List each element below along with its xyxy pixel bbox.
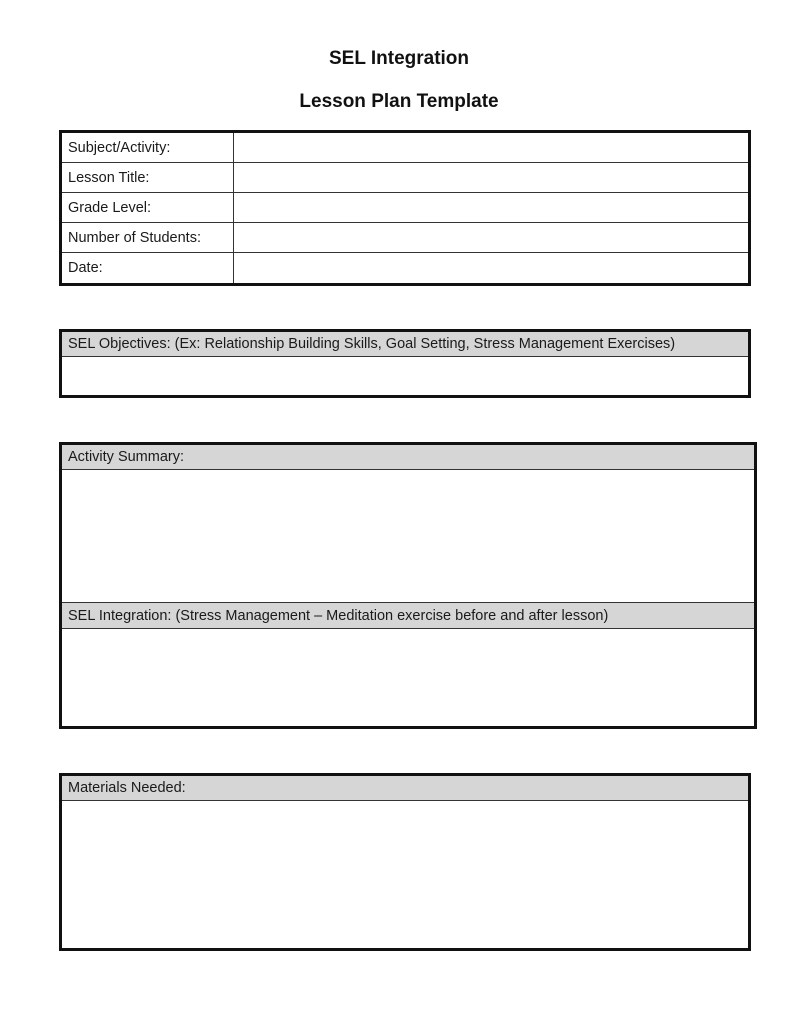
row-grade-level [62,193,748,223]
row-number-of-students [62,223,748,253]
row-date [62,253,748,283]
label-lesson-title: Lesson Title: [62,163,234,192]
sel-integration-header: SEL Integration: (Stress Management – Meditation exercise before and after lesson) [62,602,754,629]
materials-header: Materials Needed: [62,776,748,801]
activity-section [59,442,757,729]
label-date: Date: [62,253,234,283]
sel-objectives-field[interactable] [62,357,748,395]
document-title: SEL Integration [328,48,470,69]
field-number-of-students[interactable] [234,223,748,252]
row-subject-activity [62,133,748,163]
field-subject-activity[interactable] [234,133,748,162]
materials-field[interactable] [62,801,748,948]
field-lesson-title[interactable] [234,163,748,192]
label-subject-activity: Subject/Activity: [62,133,234,162]
activity-summary-header: Activity Summary: [62,445,754,470]
sel-integration-field[interactable] [62,629,754,726]
materials-section [59,773,751,951]
sel-objectives-section [59,329,751,398]
field-date[interactable] [234,253,748,283]
label-grade-level: Grade Level: [62,193,234,222]
label-number-of-students: Number of Students: [62,223,234,252]
row-lesson-title [62,163,748,193]
lesson-info-table [59,130,751,286]
activity-summary-field[interactable] [62,470,754,602]
field-grade-level[interactable] [234,193,748,222]
sel-objectives-header: SEL Objectives: (Ex: Relationship Building Skills, Goal Setting, Stress Management Exercises) [62,332,748,357]
document-subtitle: Lesson Plan Template [299,91,499,112]
